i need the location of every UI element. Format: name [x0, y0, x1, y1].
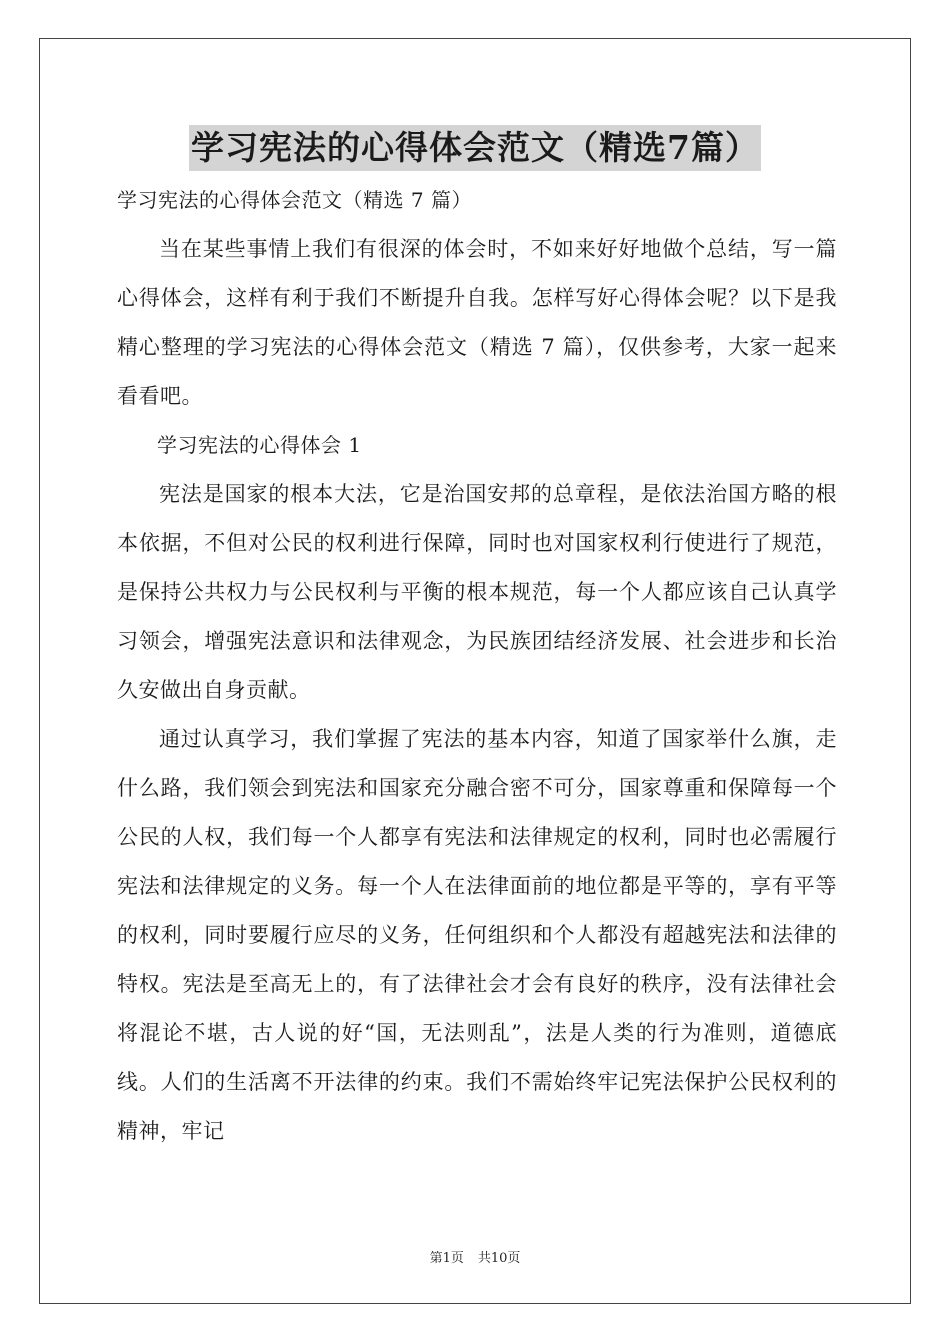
document-body — [117, 176, 837, 1156]
page-total: 共10页 — [477, 1251, 521, 1266]
body-paragraph-1: 宪法是国家的根本大法，它是治国安邦的总章程，是依法治国方略的根本依据，不但对公民的权利进行保障，同时也对国家权利行使进行了规范，是保持公共权力与公民权利与平衡的根本规范，每一个人都应该自己认真学习领会，增强宪法意识和法律观念，为民族团结经济发展、社会进步和长治久安做出自身贡献。 — [117, 482, 837, 702]
document-title: 学习宪法的心得体会范文（精选7篇） — [189, 125, 761, 171]
body-paragraph-2: 通过认真学习，我们掌握了宪法的基本内容，知道了国家举什么旗，走什么路，我们领会到宪法和国家充分融合密不可分，国家尊重和保障每一个公民的人权，我们每一个人都享有宪法和法律规定的权利，同时也必需履行宪法和法律规定的义务。每一个人在法律面前的地位都是平等的，享有平等的权利，同时要履行应尽的义务，任何组织和个人都没有超越宪法和法律的特权。宪法是至高无上的，有了法律社会才会有良好的秩序，没有法律社会将混论不堪，古人说的好“国，无法则乱”，法是人类的行为准则，道德底线。人们的生活离不开法律的约束。我们不需始终牢记宪法保护公民权利的精神，牢记 — [117, 727, 837, 1143]
intro-paragraph: 当在某些事情上我们有很深的体会时，不如来好好地做个总结，写一篇心得体会，这样有利于我们不断提升自我。怎样写好心得体会呢？以下是我精心整理的学习宪法的心得体会范文（精选 7 篇），仅供参考，大家一起来看看吧。 — [117, 237, 837, 408]
page-number: 第1页 — [429, 1251, 464, 1266]
document-subtitle: 学习宪法的心得体会范文（精选 7 篇） — [117, 188, 472, 212]
section-heading: 学习宪法的心得体会 1 — [157, 433, 362, 457]
page-footer — [0, 1247, 950, 1266]
title-container — [0, 125, 950, 171]
